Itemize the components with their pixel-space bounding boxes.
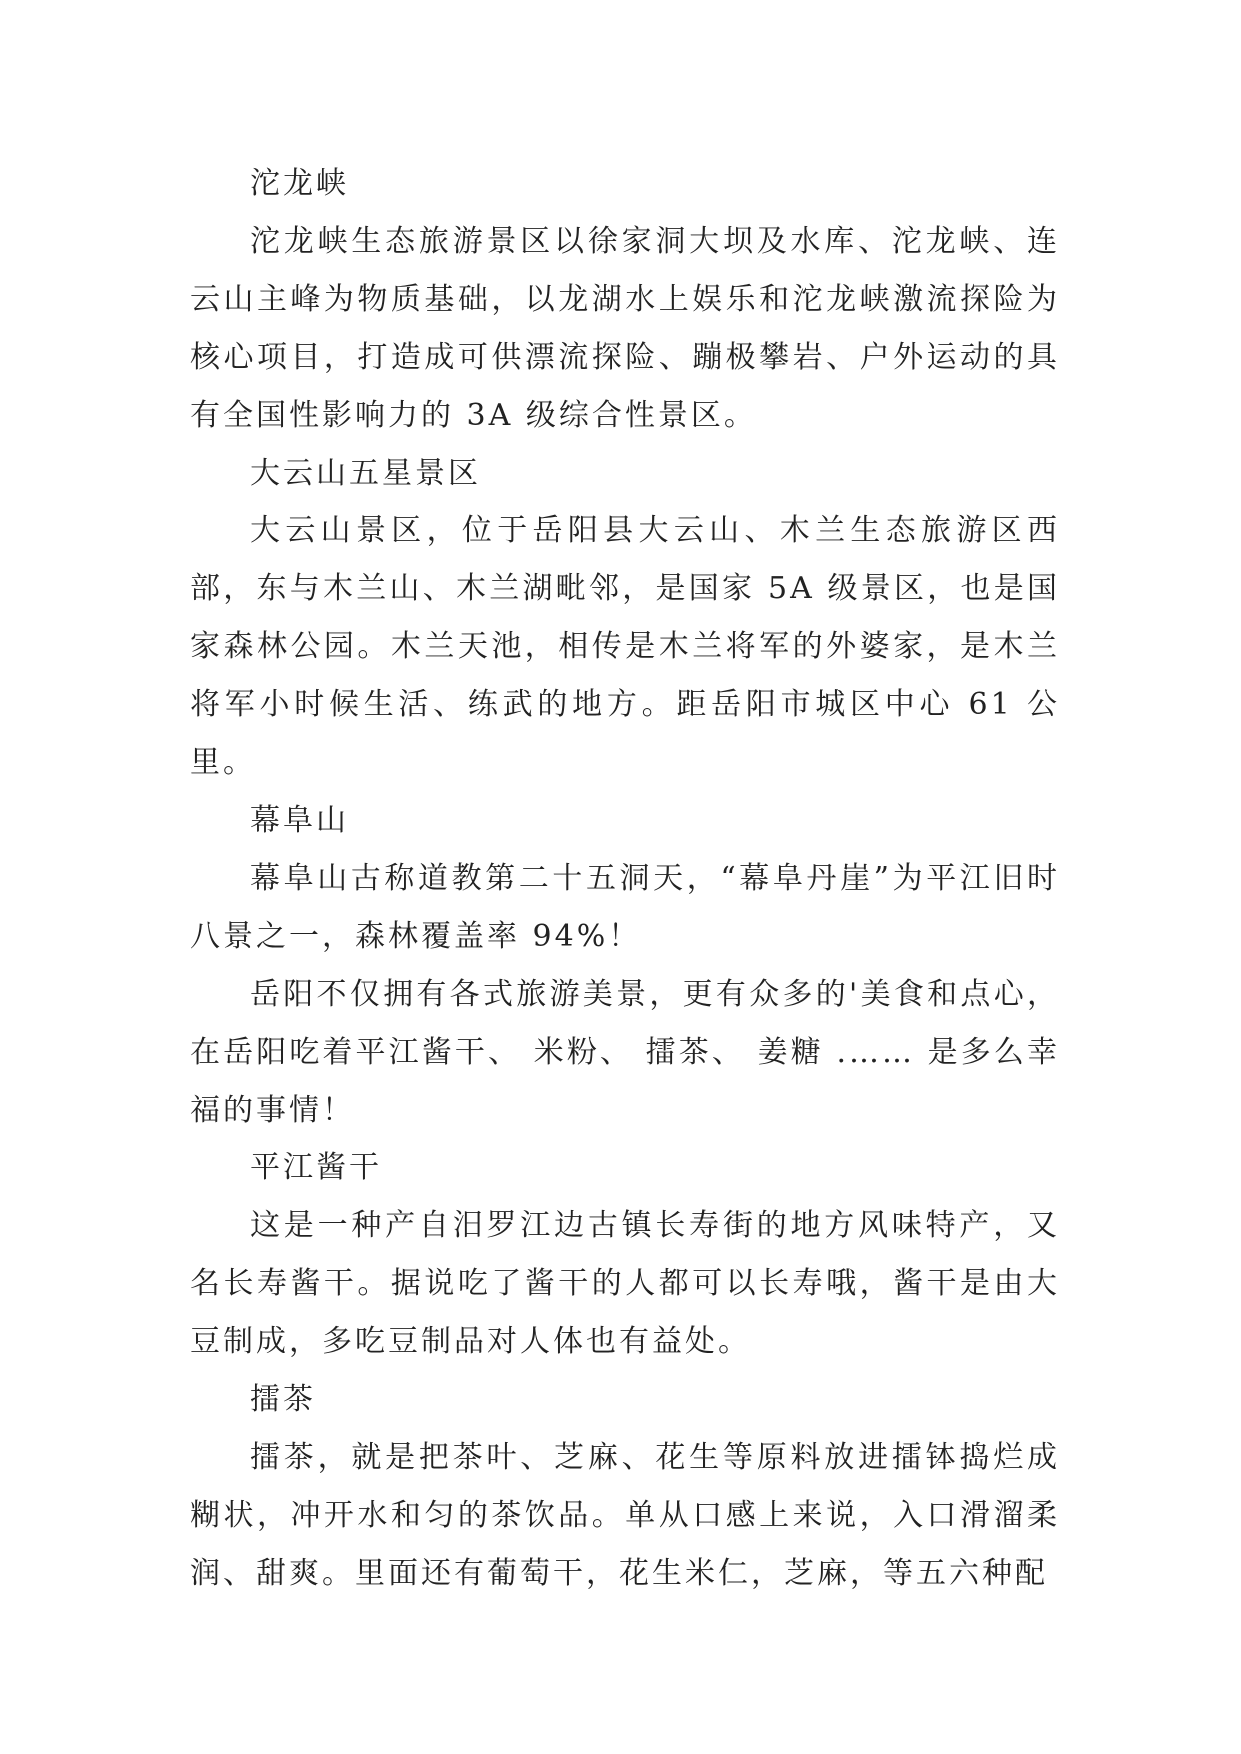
paragraph-leicha: 擂茶，就是把茶叶、芝麻、花生等原料放进擂钵捣烂成糊状，冲开水和匀的茶饮品。单从口感上来说，入口滑溜柔润、甜爽。里面还有葡萄干，花生米仁，芝麻，等五六种配 bbox=[190, 1439, 1060, 1591]
document-page bbox=[190, 155, 1060, 1603]
paragraph-mufushan: 幕阜山古称道教第二十五洞天，“幕阜丹崖”为平江旧时八景之一，森林覆盖率 94%！ bbox=[190, 860, 1060, 954]
section-heading-leicha: 擂茶 bbox=[250, 1382, 316, 1418]
section-heading-mufushan: 幕阜山 bbox=[250, 802, 349, 838]
paragraph-dayunshan: 大云山景区，位于岳阳县大云山、木兰生态旅游区西部，东与木兰山、木兰湖毗邻，是国家 5A 级景区，也是国家森林公园。木兰天池，相传是木兰将军的外婆家，是木兰将军小时候生活、练武的地方。距岳阳市城区中心 61 公里。 bbox=[190, 513, 1060, 781]
paragraph-pingjiang-jianggan: 这是一种产自汨罗江边古镇长寿街的地方风味特产，又名长寿酱干。据说吃了酱干的人都可以长寿哦，酱干是由大豆制成，多吃豆制品对人体也有益处。 bbox=[190, 1208, 1060, 1360]
paragraph-tuolongxia: 沱龙峡生态旅游景区以徐家洞大坝及水库、沱龙峡、连云山主峰为物质基础，以龙湖水上娱乐和沱龙峡激流探险为核心项目，打造成可供漂流探险、蹦极攀岩、户外运动的具有全国性影响力的 3A 级综合性景区。 bbox=[190, 223, 1060, 433]
paragraph-food-intro: 岳阳不仅拥有各式旅游美景，更有众多的'美食和点心，在岳阳吃着平江酱干、 米粉、 擂茶、 姜糖 .…… 是多么幸福的事情！ bbox=[190, 976, 1060, 1128]
section-heading-tuolongxia: 沱龙峡 bbox=[250, 166, 349, 201]
section-heading-dayunshan: 大云山五星景区 bbox=[250, 455, 481, 491]
section-heading-pingjiang-jianggan: 平江酱干 bbox=[250, 1150, 382, 1186]
